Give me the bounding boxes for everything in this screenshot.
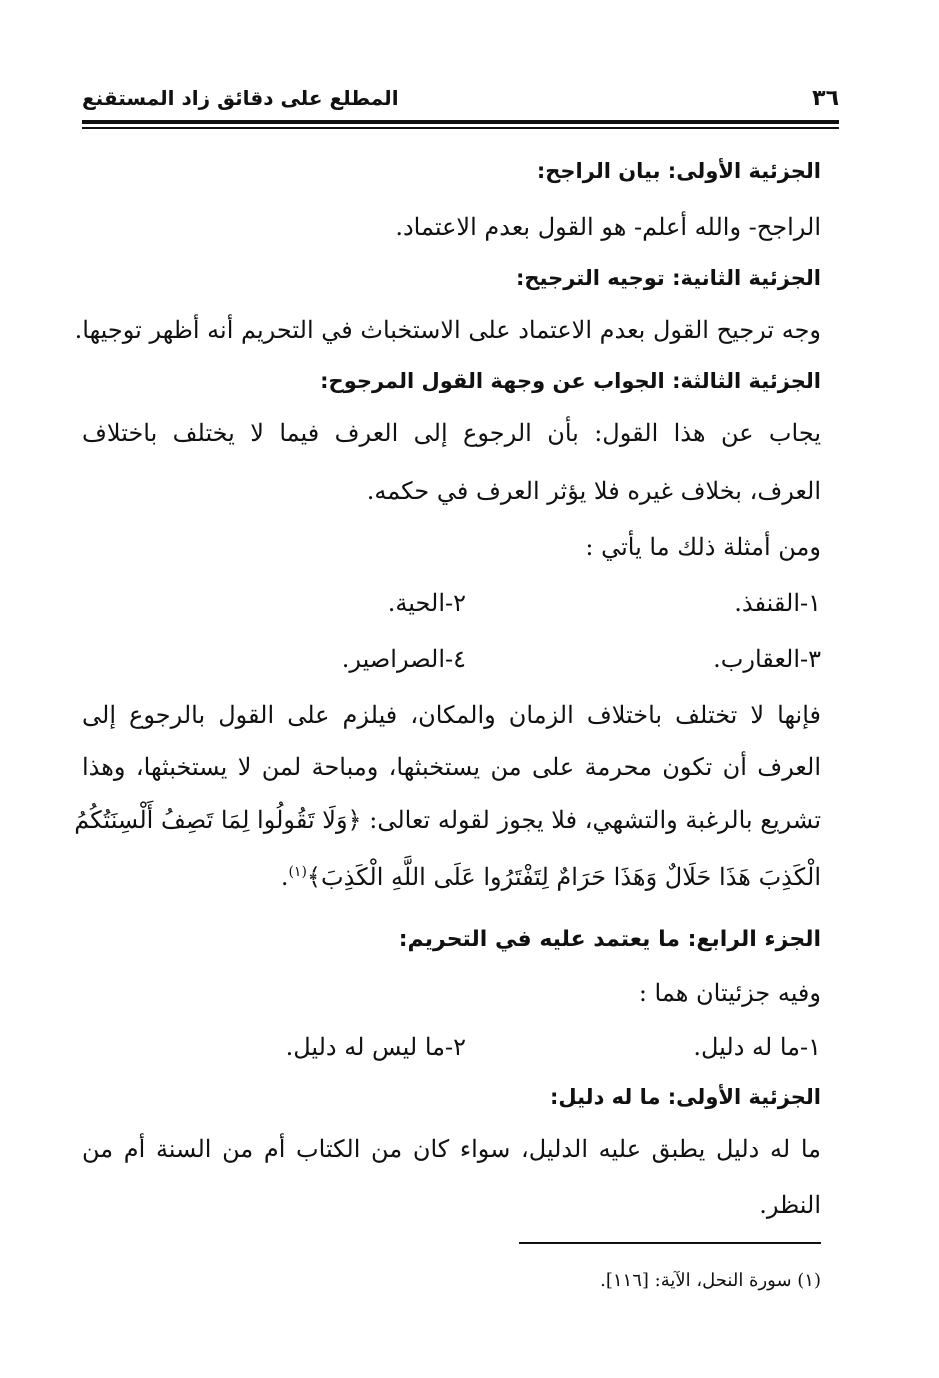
heading-second-part: الجزئية الثانية: توجيه الترجيح: bbox=[516, 266, 821, 290]
example-item: ٤-الصراصير. bbox=[341, 645, 466, 673]
quran-verse: الْكَذِبَ هَذَا حَلَالٌ وَهَذَا حَرَامٌ لِتَفْتَرُوا عَلَى اللَّهِ الْكَذِبَ﴾ bbox=[306, 863, 821, 891]
paragraph-justification: وجه ترجيح القول بعدم الاعتماد على الاستخباث في التحريم أنه أظهر توجيها. bbox=[74, 316, 821, 344]
book-title: المطلع على دقائق زاد المستقنع bbox=[82, 86, 399, 110]
heading-first-part-evidence: الجزئية الأولى: ما له دليل: bbox=[549, 1085, 821, 1109]
paragraph-reason-line-4 bbox=[82, 862, 821, 892]
sentence-end: . bbox=[280, 863, 289, 891]
heading-first-part: الجزئية الأولى: بيان الراجح: bbox=[536, 159, 821, 183]
page-header bbox=[82, 78, 839, 118]
paragraph-answer-line-1: يجاب عن هذا القول: بأن الرجوع إلى العرف فيما لا يختلف باختلاف bbox=[82, 419, 821, 447]
example-item: ٢-الحية. bbox=[387, 589, 466, 617]
header-rule-thick bbox=[82, 120, 839, 124]
paragraph-preferred: الراجح- والله أعلم- هو القول بعدم الاعتماد. bbox=[395, 213, 821, 241]
example-item: ٣-العقارب. bbox=[713, 645, 821, 673]
footnote-separator bbox=[519, 1242, 821, 1244]
footnote: (١) سورة النحل، الآية: [١١٦]. bbox=[600, 1270, 821, 1291]
paragraph-evidence-line-1: ما له دليل يطبق عليه الدليل، سواء كان من الكتاب أم من السنة أم من bbox=[82, 1135, 821, 1163]
heading-third-part: الجزئية الثالثة: الجواب عن وجهة القول المرجوح: bbox=[320, 369, 821, 393]
footnote-reference: (١) bbox=[288, 864, 307, 880]
heading-fourth-section: الجزء الرابع: ما يعتمد عليه في التحريم: bbox=[398, 927, 821, 952]
paragraph-answer-line-2: العرف، بخلاف غيره فلا يؤثر العرف في حكمه. bbox=[366, 477, 821, 505]
paragraph-two-parts: وفيه جزئيتان هما : bbox=[638, 979, 821, 1007]
page-number: ٣٦ bbox=[812, 85, 839, 111]
parts-row bbox=[82, 1032, 821, 1062]
examples-row-1 bbox=[82, 588, 821, 618]
header-rule-thin bbox=[82, 127, 839, 129]
part-item: ٢-ما ليس له دليل. bbox=[285, 1033, 466, 1061]
part-item: ١-ما له دليل. bbox=[693, 1033, 821, 1061]
examples-row-2 bbox=[82, 644, 821, 674]
example-item: ١-القنفذ. bbox=[734, 589, 821, 617]
paragraph-reason-line-2: العرف أن تكون محرمة على من يستخبثها، ومباحة لمن لا يستخبثها، وهذا bbox=[82, 753, 821, 781]
paragraph-examples-intro: ومن أمثلة ذلك ما يأتي : bbox=[585, 533, 821, 561]
paragraph-reason-line-1: فإنها لا تختلف باختلاف الزمان والمكان، فيلزم على القول بالرجوع إلى bbox=[82, 701, 821, 729]
paragraph-reason-line-3: تشريع بالرغبة والتشهي، فلا يجوز لقوله تعالى: ﴿وَلَا تَقُولُوا لِمَا تَصِفُ أَلْسِنَتُكُمُ bbox=[74, 806, 821, 834]
paragraph-evidence-line-2: النظر. bbox=[759, 1191, 821, 1219]
